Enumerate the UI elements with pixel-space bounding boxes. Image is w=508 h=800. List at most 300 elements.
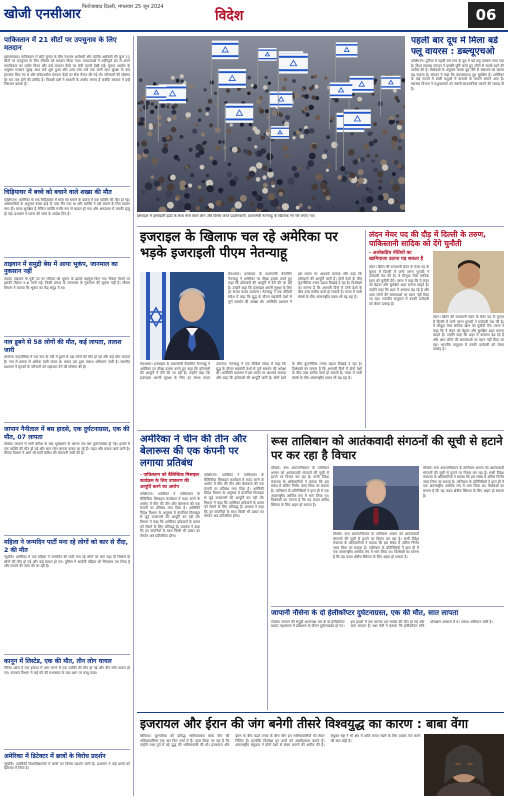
putin-photo <box>333 466 419 530</box>
crowd-figure <box>150 110 154 114</box>
crowd-figure <box>304 129 310 135</box>
crowd-figure <box>249 123 252 126</box>
crowd-figure <box>184 193 190 199</box>
crowd-figure <box>396 114 399 117</box>
crowd-figure <box>151 158 158 165</box>
portrait-image <box>333 466 419 530</box>
divider <box>4 654 130 655</box>
crowd-figure <box>214 92 217 95</box>
crowd-figure <box>326 135 330 139</box>
crowd-figure <box>292 79 296 83</box>
crowd-figure <box>263 85 268 90</box>
crowd-figure <box>261 148 267 154</box>
newspaper-logo: खोजी एनसीआर <box>4 7 81 22</box>
crowd-figure <box>255 194 260 199</box>
crowd-figure <box>167 117 171 121</box>
story-body: वाशिंगटन। अमेरिका के एक चिड़ियाघर में बच्चे को बचाने के प्रयास में एक व्यक्ति की मौत हो गई। अधिकारियों के अनुसार बच्चा बाड़े के पास गिर गया था और व्यक्ति ने उसे बचाने के लिए छलांग लगा दी। बच्चा सुरक्षित है लेकिन व्यक्ति गंभीर रूप से घायल हो गया और अस्पताल में उसकी मृत्यु हो गई। प्रशासन ने घटना की जांच के आदेश दिए हैं। <box>4 197 130 216</box>
crowd-figure <box>166 105 169 108</box>
crowd-figure <box>379 180 383 184</box>
crowd-figure <box>174 103 178 107</box>
crowd-figure <box>195 123 199 127</box>
crowd-figure <box>189 148 193 152</box>
crowd-figure <box>141 190 146 195</box>
crowd-figure <box>205 112 209 116</box>
story-body: इस्लामाबाद। पाकिस्तान में छोटे चुनाव के बीच नेशनल असेंबली और प्रांतीय असेंबली की कुल 21 सीटों पर उपचुनाव के लिए रविवार को मतदान किया गया। मतदाताओं ने शांतिपूर्ण ढंग से अपने मताधिकार का प्रयोग किया और कई मतदान केंद्रों पर लंबी कतारें देखी गईं। चुनाव आयोग के अनुसार मतदान सुबह आठ बजे शुरू हुआ और शाम पांच बजे तक जारी रहा। सुरक्षा के कड़े इंतजाम किए गए थे और संवेदनशील मतदान केंद्रों पर सेना तैनात की गई थी। परिणामों की घोषणा देर रात तक होने की उम्मीद है। विपक्षी दलों ने धांधली के आरोप लगाए हैं जबकि सरकार ने इन्हें निराधार बताया है। <box>4 54 130 87</box>
crowd-figure <box>256 177 261 182</box>
photo-caption: इसराइल में इसराइली झंडों के साथ मार्च करते लोग और विरोध करते प्रदर्शनकारी, प्रधानमंत्री नेतन्याहू के खिलाफ भी नारे लगाए गए। <box>137 214 316 218</box>
story-headline: पहली बार दूध में मिला बर्ड फ्लू वायरस : डब्ल्यूएचओ <box>411 36 498 57</box>
crowd-figure <box>196 144 203 151</box>
story-body: ताइपे। ताइवान के पूर्वी तट पर रविवार को भूकंप के झटके महसूस किए गए। रिक्टर पैमाने पर इसकी तीव्रता 5.8 मापी गई। किसी प्रकार के जानमाल के नुकसान की सूचना नहीं है। मौसम विभाग ने बताया कि भूकंप का केंद्र समुद्र में था। <box>4 276 130 290</box>
crowd-figure <box>206 174 209 177</box>
header-date: फिरोजाबाद दिल्ली, मंगलवार 25 जून 2024 <box>82 4 164 10</box>
crowd-figure <box>357 97 362 102</box>
crowd-figure <box>309 105 314 110</box>
crowd-figure <box>397 164 402 169</box>
story-body: न्यूयॉर्क। अमेरिका में एक महिला ने जन्मदिन की पार्टी मना रहे लोगों पर कार चढ़ा दी जिससे दो लोगों की मौत हो गई और कई घायल हो गए। पुलिस ने आरोपी महिला को गिरफ्तार कर लिया है और मामले की जांच की जा रही है। <box>4 555 130 569</box>
crowd-figure <box>309 87 313 91</box>
story-us-sanctions <box>140 434 264 710</box>
section-rule <box>271 606 504 607</box>
crowd-figure <box>184 203 191 210</box>
crowd-figure <box>268 193 276 201</box>
crowd-figure <box>175 197 179 201</box>
column-rule <box>365 230 366 428</box>
crowd-figure <box>156 198 159 201</box>
story-students <box>4 753 130 796</box>
crowd-figure <box>162 147 169 154</box>
crowd-figure <box>145 182 153 190</box>
page-number: 06 <box>468 2 504 28</box>
crowd-figure <box>189 84 193 88</box>
crowd-figure <box>320 182 327 189</box>
story-headline: नाव डूबने से 58 लोगों की मौत, कई लापता, तलाश जारी <box>4 339 122 354</box>
crowd-figure <box>181 80 184 83</box>
crowd-figure <box>378 195 384 201</box>
crowd-figure <box>292 166 297 171</box>
crowd-figure <box>263 183 268 188</box>
crowd-figure <box>262 175 266 179</box>
crowd-figure <box>369 141 374 146</box>
crowd-figure <box>261 136 265 140</box>
crowd-figure <box>283 145 289 151</box>
crowd-figure <box>247 137 251 141</box>
crowd-figure <box>246 175 251 180</box>
story-headline: चिड़ियाघर में बच्चे को बचाने वाले शख्स की मौत <box>4 189 112 197</box>
story-body: पेरिस। फ्रांस में एक इमारत में आग लगने से एक व्यक्ति की मौत हो गई और तीन लोग घायल हो गए। दमकल विभाग ने कई घंटे की मशक्कत के बाद आग पर काबू पाया। <box>4 666 130 675</box>
crowd-figure <box>304 94 309 99</box>
crowd-figure <box>392 172 396 176</box>
crowd-figure <box>316 173 323 180</box>
main-story-body-cont: येरुशलम। इजराइल के प्रधानमंत्री बेंजामिन नेतन्याहू ने अमेरिका पर तीखा हमला करते हुए कहा कि हथियारों की आपूर्ति में देरी की जा रही है। उन्होंने कहा कि इजराइल अपनी सुरक्षा के लिए हर संभव कदम उठाएगा। नेतन्याहू ने एक वीडियो संदेश में कहा कि युद्ध के दौरान सहयोगी देशों से पूर्ण समर्थन की अपेक्षा थी। अमेरिकी प्रशासन ने इस बयान पर आश्चर्य जताया और कहा कि हथियारों की आपूर्ति जारी है। दोनों देशों के बीच कूटनीतिक तनाव बढ़ता दिखाई दे रहा है। विशेषज्ञों का मानना है कि आगामी दिनों में दोनों देशों के बीच उच्च स्तरीय वार्ता हो सकती है। गाजा में जारी संघर्ष के बीच अंतरराष्ट्रीय दबाव भी बढ़ रहा है। <box>140 362 362 380</box>
crowd-figure <box>373 122 377 126</box>
crowd-figure <box>388 198 394 204</box>
crowd-figure <box>396 120 399 123</box>
crowd-figure <box>324 76 327 79</box>
crowd-figure <box>262 165 267 170</box>
story-bird-flu <box>411 36 504 224</box>
crowd-figure <box>210 80 214 84</box>
crowd-figure <box>167 183 175 191</box>
crowd-figure <box>198 118 201 121</box>
crowd-figure <box>353 159 358 164</box>
story-kicker: - अलोकप्रिय नीतियों का खामियाजा उठाना पड़ सकता है <box>369 251 424 262</box>
crowd-figure <box>296 206 300 210</box>
crowd-figure <box>243 149 247 153</box>
crowd-figure <box>185 165 189 169</box>
crowd-figure <box>350 172 356 178</box>
crowd-figure <box>207 185 214 192</box>
crowd-figure <box>282 86 286 90</box>
crowd-figure <box>279 192 283 196</box>
crowd-figure <box>232 147 238 153</box>
story-boat <box>4 339 130 419</box>
crowd-photo <box>137 36 405 212</box>
crowd-figure <box>151 102 154 105</box>
crowd-figure <box>366 196 373 203</box>
crowd-figure <box>351 132 354 135</box>
crowd-figure <box>195 206 200 211</box>
crowd-figure <box>171 76 175 80</box>
crowd-figure <box>266 153 273 160</box>
column-rule <box>133 36 134 796</box>
story-russia-taliban <box>271 434 504 604</box>
crowd-figure <box>395 194 398 197</box>
crowd-figure <box>344 171 348 175</box>
crowd-figure <box>392 184 400 192</box>
left-column <box>4 36 130 796</box>
story-headline: रूस तालिबान को आतंकवादी संगठनों की सूची से हटाने पर कर रहा है विचार <box>271 434 503 462</box>
crowd-figure <box>340 166 345 171</box>
crowd-figure <box>356 183 359 186</box>
crowd-figure <box>215 127 221 133</box>
crowd-figure <box>311 95 315 99</box>
crowd-figure <box>302 95 305 98</box>
crowd-figure <box>271 181 275 185</box>
crowd-figure <box>230 123 233 126</box>
story-zoo <box>4 189 130 254</box>
crowd-figure <box>167 202 174 209</box>
crowd-figure <box>226 89 230 93</box>
crowd-figure <box>358 177 364 183</box>
story-headline: कानून में लिस्टेड, एक की मौत, तीन लोग घायल <box>4 657 112 665</box>
crowd-figure <box>277 111 281 115</box>
crowd-figure <box>322 154 327 159</box>
crowd-figure <box>393 146 396 149</box>
crowd-figure <box>326 169 329 172</box>
story-taiwan-quake <box>4 261 130 333</box>
crowd-figure <box>332 205 335 208</box>
story-body: मॉस्को। रूस अफगानिस्तान के तालिबान शासन को आतंकवादी संगठनों की सूची से हटाने पर विचार कर रहा है। रूसी विदेश मंत्रालय के अधिकारियों ने बताया कि इस संबंध में अंतिम निर्णय जल्द लिया जा सकता है। तालिबान के प्रतिनिधियों ने हाल ही में एक अंतरराष्ट्रीय आर्थिक मंच में भाग लिया था। विशेषज्ञों का मानना है कि यह कदम क्षेत्रीय स्थिरता के लिए अहम हो सकता है। <box>271 466 329 507</box>
crowd-figure <box>158 123 161 126</box>
crowd-figure <box>157 186 162 191</box>
story-body-cont: लंदन। ब्रिटेन की राजधानी लंदन के मेयर पद के चुनाव में दिल्ली में जन्मे तरुण गुलाटी ने दावेदारी पेश की है। वे मौजूदा मेयर सादिक खान को चुनौती देंगे। तरुण ने कहा कि वे लंदन को बेहतर और सुरक्षित शहर बनाना चाहते हैं। उन्होंने कहा कि शहर में अपराध बढ़ रहे हैं और आम लोगों की समस्याओं पर ध्यान नहीं दिया जा रहा। भारतीय समुदाय में उनकी दावेदारी को लेकर उत्साह है। <box>433 315 504 352</box>
column-rule <box>267 434 268 710</box>
story-body: वाशिंगटन। दुनिया में पहली बार गाय के दूध में बर्ड फ्लू वायरस पाया गया है। विश्व स्वास्थ्य संगठन ने इसकी पुष्टि करते हुए लोगों से सतर्क रहने की अपील की है। विशेषज्ञों के अनुसार कच्चा दूध पीने से संक्रमण का खतरा बढ़ सकता है। संगठन ने कहा कि पाश्चराइज्ड दूध सुरक्षित है। अमेरिका के कई राज्यों में डेयरी पशुओं में वायरस के मामले सामने आए हैं। स्वास्थ्य विभाग ने पशुपालकों को जरूरी सावधानियां बरतने की सलाह दी है। <box>411 59 504 91</box>
bottom-story-body: सोफिया। बुल्गारिया की प्रसिद्ध भविष्यवक्ता बाबा वेंगा की भविष्यवाणियां एक बार फिर चर्चा में हैं। दावा किया जा रहा है कि उन्होंने मध्य पूर्व में बड़े युद्ध की भविष्यवाणी की थी। इजरायल और ईरान के बीच बढ़ते तनाव के बीच लोग इन भविष्यवाणियों को लेकर चिंतित हैं। हालांकि विशेषज्ञ इन दावों को अंधविश्वास बताते हैं। अंतरराष्ट्रीय समुदाय ने दोनों देशों से संयम बरतने की अपील की है। संयुक्त राष्ट्र ने भी क्षेत्र में शांति बनाए रखने के लिए प्रयास तेज करने की बात कही है। <box>140 734 420 748</box>
crowd-figure <box>185 185 188 188</box>
crowd-figure <box>305 113 309 117</box>
crowd-figure <box>364 144 370 150</box>
crowd-figure <box>294 172 300 178</box>
crowd-figure <box>166 135 171 140</box>
divider <box>4 336 130 337</box>
crowd-figure <box>200 165 205 170</box>
crowd-figure <box>326 196 331 201</box>
crowd-figure <box>382 164 388 170</box>
crowd-figure <box>205 107 210 112</box>
section-rule <box>137 712 504 713</box>
crowd-figure <box>227 129 232 134</box>
crowd-figure <box>306 166 310 170</box>
crowd-figure <box>228 163 231 166</box>
crowd-figure <box>154 105 157 108</box>
crowd-figure <box>141 141 147 147</box>
crowd-figure <box>202 142 205 145</box>
crowd-figure <box>198 197 204 203</box>
crowd-figure <box>327 163 331 167</box>
divider <box>4 749 130 750</box>
crowd-figure <box>247 76 251 80</box>
crowd-figure <box>360 207 365 212</box>
crowd-figure <box>288 178 295 185</box>
crowd-figure <box>171 127 177 133</box>
crowd-figure <box>372 206 377 211</box>
portrait-image <box>433 251 504 313</box>
crowd-figure <box>233 176 238 181</box>
crowd-figure <box>201 133 205 137</box>
crowd-figure <box>348 149 355 156</box>
crowd-figure <box>294 93 298 97</box>
crowd-figure <box>208 99 213 104</box>
crowd-figure <box>218 188 223 193</box>
crowd-figure <box>397 125 402 130</box>
crowd-figure <box>394 199 398 203</box>
crowd-figure <box>188 183 192 187</box>
crowd-figure <box>334 98 339 103</box>
crowd-figure <box>255 129 261 135</box>
story-kicker: - पाकिस्तान को बैलिस्टिक मिसाइल कार्यक्रम के लिए उपकरण की आपूर्ति करने का आरोप <box>140 473 200 490</box>
story-pakistan-byelection <box>4 36 130 183</box>
crowd-figure <box>215 145 221 151</box>
crowd-figure <box>337 175 342 180</box>
divider <box>4 535 130 536</box>
crowd-figure <box>185 112 191 118</box>
baba-vanga-photo <box>424 734 504 796</box>
crowd-figure <box>309 153 316 160</box>
crowd-figure <box>170 175 176 181</box>
bottom-headline: इजरायल और ईरान की जंग बनेगी तीसरे विश्वयुद्ध का कारण : बाबा वेंगा <box>140 716 469 731</box>
crowd-figure <box>393 89 397 93</box>
crowd-figure <box>366 187 369 190</box>
crowd-figure <box>151 175 155 179</box>
crowd-figure <box>227 196 234 203</box>
main-story-body: येरुशलम। इजराइल के प्रधानमंत्री बेंजामिन नेतन्याहू ने अमेरिका पर तीखा हमला करते हुए कहा कि हथियारों की आपूर्ति में देरी की जा रही है। उन्होंने कहा कि इजराइल अपनी सुरक्षा के लिए हर संभव कदम उठाएगा। नेतन्याहू ने एक वीडियो संदेश में कहा कि युद्ध के दौरान सहयोगी देशों से पूर्ण समर्थन की अपेक्षा थी। अमेरिकी प्रशासन ने इस बयान पर आश्चर्य जताया और कहा कि हथियारों की आपूर्ति जारी है। दोनों देशों के बीच कूटनीतिक तनाव बढ़ता दिखाई दे रहा है। विशेषज्ञों का मानना है कि आगामी दिनों में दोनों देशों के बीच उच्च स्तरीय वार्ता हो सकती है। गाजा में जारी संघर्ष के बीच अंतरराष्ट्रीय दबाव भी बढ़ रहा है। <box>228 272 362 304</box>
crowd-figure <box>284 78 287 81</box>
section-rule <box>137 430 504 431</box>
crowd-figure <box>277 179 283 185</box>
crowd-figure <box>262 188 268 194</box>
crowd-figure <box>201 180 205 184</box>
story-headline: जापानी नौसेना के दो हेलीकॉप्टर दुर्घटनाग्रस्त, एक की मौत, सात लापता <box>271 609 459 617</box>
crowd-figure <box>289 154 292 157</box>
crowd-figure <box>209 156 213 160</box>
crowd-figure <box>368 189 373 194</box>
crowd-figure <box>218 140 222 144</box>
crowd-figure <box>172 115 177 120</box>
netanyahu-photo <box>140 272 224 360</box>
crowd-figure <box>374 79 377 82</box>
crowd-figure <box>311 183 318 190</box>
divider <box>4 257 130 258</box>
crowd-figure <box>268 168 272 172</box>
crowd-figure <box>358 169 364 175</box>
crowd-figure <box>331 142 338 149</box>
crowd-figure <box>215 103 218 106</box>
section-rule <box>137 226 504 227</box>
story-body-cont2: मॉस्को। रूस अफगानिस्तान के तालिबान शासन को आतंकवादी संगठनों की सूची से हटाने पर विचार कर रहा है। रूसी विदेश मंत्रालय के अधिकारियों ने बताया कि इस संबंध में अंतिम निर्णय जल्द लिया जा सकता है। तालिबान के प्रतिनिधियों ने हाल ही में एक अंतरराष्ट्रीय आर्थिक मंच में भाग लिया था। विशेषज्ञों का मानना है कि यह कदम क्षेत्रीय स्थिरता के लिए अहम हो सकता है। <box>423 466 504 498</box>
crowd-figure <box>258 106 262 110</box>
crowd-figure <box>299 203 303 207</box>
crowd-figure <box>205 206 209 210</box>
crowd-figure <box>355 201 359 205</box>
crowd-figure <box>284 121 289 126</box>
crowd-figure <box>139 78 143 82</box>
crowd-figure <box>172 110 177 115</box>
crowd-figure <box>371 159 375 163</box>
story-body: न्यूयॉर्क। अमेरिकी विश्वविद्यालयों में छात्रों का विरोध प्रदर्शन जारी है। प्रशासन ने कई छात्रों को हिरासत में लिया है। <box>4 761 130 771</box>
crowd-figure <box>176 79 180 83</box>
crowd-figure <box>154 181 160 187</box>
crowd-figure <box>308 160 315 167</box>
crowd-figure <box>308 206 312 210</box>
story-headline: महिला ने जन्मदिन पार्टी मना रहे लोगों को कार से रौंदा, 2 की मौत <box>4 539 129 554</box>
crowd-flags-image <box>137 36 405 212</box>
crowd-figure <box>330 117 334 121</box>
divider <box>4 186 130 187</box>
crowd-figure <box>282 203 289 210</box>
portrait-image <box>140 272 224 360</box>
story-body: टोक्यो। जापान की समुद्री आत्मरक्षा बल के दो हेलीकॉप्टर प्रशांत महासागर में प्रशिक्षण के दौरान दुर्घटनाग्रस्त हो गए। इस हादसे में एक चालक दल सदस्य की मौत हो गई और सात लापता हैं। रक्षा मंत्री ने बताया कि हेलीकॉप्टर रात्रि प्रशिक्षण अभ्यास में थे। तलाश अभियान जारी है। <box>271 619 493 629</box>
crowd-figure <box>309 128 314 133</box>
story-body-cont: वाशिंगटन। अमेरिका ने पाकिस्तान के बैलिस्टिक मिसाइल कार्यक्रम में मदद करने के आरोप में चीन की तीन और बेलारूस की एक कंपनी पर प्रतिबंध लगा दिया है। अमेरिकी विदेश विभाग के अनुसार ये कंपनियां मिसाइल से जुड़े उपकरणों की आपूर्ति कर रही थीं। विभाग ने कहा कि अमेरिका हथियारों के प्रसार को रोकने के लिए प्रतिबद्ध है। प्रवक्ता ने कहा कि इन कंपनियों के साथ किसी भी प्रकार का लेनदेन अब प्रतिबंधित होगा। <box>204 473 264 519</box>
story-fire <box>4 658 130 747</box>
crowd-figure <box>366 154 370 158</box>
crowd-figure <box>176 201 184 209</box>
crowd-figure <box>209 123 213 127</box>
crowd-figure <box>281 78 284 81</box>
crowd-figure <box>198 185 202 189</box>
portrait-image <box>424 734 504 796</box>
crowd-figure <box>299 128 302 131</box>
crowd-figure <box>377 171 384 178</box>
crowd-figure <box>192 129 197 134</box>
crowd-figure <box>382 130 388 136</box>
crowd-figure <box>256 99 261 104</box>
crowd-figure <box>157 115 162 120</box>
crowd-figure <box>277 206 281 210</box>
crowd-figure <box>373 168 378 173</box>
crowd-figure <box>144 149 149 154</box>
crowd-figure <box>235 201 242 208</box>
crowd-figure <box>395 96 399 100</box>
story-london-mayor <box>369 230 504 428</box>
crowd-figure <box>284 154 288 158</box>
crowd-figure <box>304 106 309 111</box>
crowd-figure <box>314 85 318 89</box>
crowd-figure <box>240 195 247 202</box>
crowd-figure <box>398 146 402 150</box>
crowd-figure <box>391 140 397 146</box>
crowd-figure <box>298 167 302 171</box>
crowd-figure <box>139 109 142 112</box>
crowd-figure <box>370 132 373 135</box>
crowd-figure <box>265 109 269 113</box>
story-japan-bus <box>4 426 130 532</box>
tarun-photo <box>433 251 504 313</box>
story-body: टोक्यो। जापान में भारी बारिश के बाद भूस्खलन के कारण एक बस दुर्घटनाग्रस्त हो गई। हादसे में एक व्यक्ति की मौत हो गई और सात लोग लापता बताए जा रहे हैं। राहत और बचाव कार्य जारी है। मौसम विभाग ने आगे भी भारी बारिश की चेतावनी जारी की है। <box>4 442 130 456</box>
crowd-figure <box>180 74 184 78</box>
crowd-figure <box>268 82 271 85</box>
crowd-figure <box>360 157 365 162</box>
crowd-figure <box>375 154 378 157</box>
story-body-cont: मॉस्को। रूस अफगानिस्तान के तालिबान शासन को आतंकवादी संगठनों की सूची से हटाने पर विचार कर रहा है। रूसी विदेश मंत्रालय के अधिकारियों ने बताया कि इस संबंध में अंतिम निर्णय जल्द लिया जा सकता है। तालिबान के प्रतिनिधियों ने हाल ही में एक अंतरराष्ट्रीय आर्थिक मंच में भाग लिया था। विशेषज्ञों का मानना है कि यह कदम क्षेत्रीय स्थिरता के लिए अहम हो सकता है। <box>333 532 419 559</box>
crowd-figure <box>204 88 207 91</box>
crowd-figure <box>177 158 180 161</box>
crowd-figure <box>300 134 305 139</box>
crowd-figure <box>198 109 202 113</box>
section-title: विदेश <box>215 8 244 24</box>
story-headline: पाकिस्तान में 21 सीटों पर उपचुनाव के लिए मतदान <box>4 36 117 53</box>
story-headline: अमेरिका ने चीन की तीन और बेलारूस की एक कंपनी पर लगाया प्रतिबंध <box>140 434 247 469</box>
main-headline: इजराइल के खिलाफ चल रहे अमेरिका पर भड़के इजराइली पीएम नेतन्याहू <box>140 230 338 261</box>
crowd-figure <box>311 196 315 200</box>
crowd-figure <box>324 149 327 152</box>
crowd-figure <box>254 151 257 154</box>
crowd-figure <box>165 191 172 198</box>
crowd-figure <box>221 202 225 206</box>
story-body: लागोस। नाइजीरिया में एक नाव के नदी में डूबने से 58 लोगों की मौत हो गई और कई लोग लापता हैं। नाव में क्षमता से अधिक यात्री सवार थे। बचाव दल द्वारा तलाश अभियान जारी है। स्थानीय प्रशासन ने मृतकों के परिजनों को सहायता देने की घोषणा की है। <box>4 355 130 369</box>
crowd-figure <box>314 75 318 79</box>
crowd-figure <box>389 120 394 125</box>
crowd-figure <box>190 173 194 177</box>
story-body: लंदन। ब्रिटेन की राजधानी लंदन के मेयर पद के चुनाव में दिल्ली में जन्मे तरुण गुलाटी ने दावेदारी पेश की है। वे मौजूदा मेयर सादिक खान को चुनौती देंगे। तरुण ने कहा कि वे लंदन को बेहतर और सुरक्षित शहर बनाना चाहते हैं। उन्होंने कहा कि शहर में अपराध बढ़ रहे हैं और आम लोगों की समस्याओं पर ध्यान नहीं दिया जा रहा। भारतीय समुदाय में उनकी दावेदारी को लेकर उत्साह है। <box>369 265 429 306</box>
crowd-figure <box>316 206 321 211</box>
story-headline: अमेरिका में डिटेक्टर में छात्रों के विरोध प्रदर्शन <box>4 753 106 761</box>
crowd-figure <box>302 88 305 91</box>
crowd-figure <box>372 93 375 96</box>
crowd-figure <box>212 160 217 165</box>
crowd-figure <box>251 84 254 87</box>
crowd-figure <box>292 136 295 139</box>
crowd-figure <box>390 180 393 183</box>
crowd-figure <box>247 92 251 96</box>
crowd-figure <box>256 162 262 168</box>
crowd-figure <box>160 103 165 108</box>
crowd-figure <box>141 122 144 125</box>
crowd-figure <box>265 76 268 79</box>
crowd-figure <box>311 76 314 79</box>
story-japan-helicopter <box>271 609 504 709</box>
crowd-figure <box>153 82 157 86</box>
crowd-figure <box>250 203 254 207</box>
crowd-figure <box>140 100 144 104</box>
divider <box>4 422 130 423</box>
crowd-figure <box>315 115 320 120</box>
story-headline: लंदन मेयर पद की दौड़ में दिल्ली के तरुण, पाकिस्तानी सादिक को देंगे चुनौती <box>369 230 486 248</box>
story-body: वाशिंगटन। अमेरिका ने पाकिस्तान के बैलिस्टिक मिसाइल कार्यक्रम में मदद करने के आरोप में चीन की तीन और बेलारूस की एक कंपनी पर प्रतिबंध लगा दिया है। अमेरिकी विदेश विभाग के अनुसार ये कंपनियां मिसाइल से जुड़े उपकरणों की आपूर्ति कर रही थीं। विभाग ने कहा कि अमेरिका हथियारों के प्रसार को रोकने के लिए प्रतिबद्ध है। प्रवक्ता ने कहा कि इन कंपनियों के साथ किसी भी प्रकार का लेनदेन अब प्रतिबंधित होगा। <box>140 492 200 538</box>
crowd-figure <box>240 123 244 127</box>
